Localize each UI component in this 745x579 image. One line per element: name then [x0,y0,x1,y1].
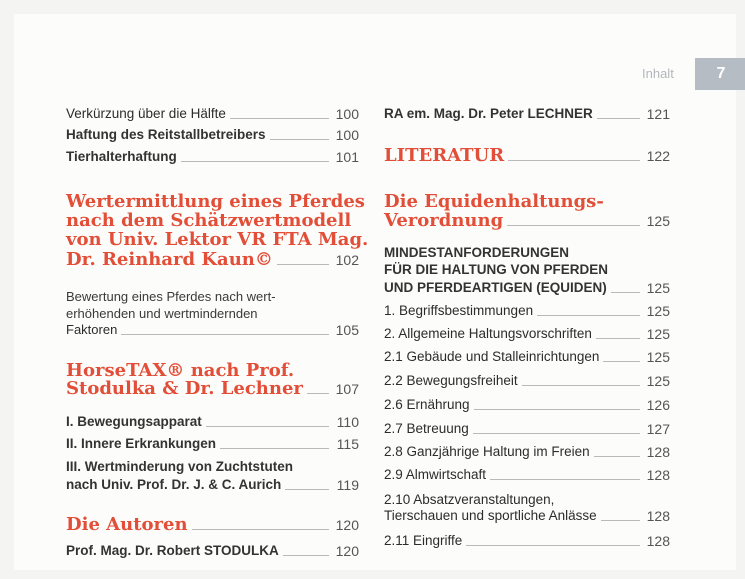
toc-entry[interactable] [384,467,670,483]
toc-entry[interactable] [66,543,359,559]
toc-entry-page: 128 [646,444,670,460]
leader-line [508,160,640,161]
chapter-heading-line: nach dem Schätzwertmodell [66,210,352,231]
toc-entry[interactable] [384,533,670,549]
toc-entry-title: RA em. Mag. Dr. Peter LECHNER [384,106,593,121]
leader-line [192,529,329,530]
toc-entry-page: 121 [646,106,670,122]
toc-chapter-last-line[interactable] [66,249,359,270]
toc-entry-title: 2.7 Betreuung [384,421,469,436]
toc-entry-page: 125 [646,326,670,342]
toc-entry-page: 120 [335,517,359,533]
toc-entry-line: Bewertung eines Pferdes nach wert- [66,289,276,304]
chapter-heading-line: Wertermittlung eines Pferdes [66,191,365,212]
toc-entry-page: 102 [335,252,359,268]
toc-entry-last-line[interactable] [66,322,359,338]
leader-line [507,225,640,226]
toc-entry-title: UND PFERDEARTIGEN (EQUIDEN) [384,280,607,295]
toc-entry-title: nach Univ. Prof. Dr. J. & C. Aurich [66,477,282,492]
toc-entry[interactable] [384,421,670,437]
chapter-heading: LITERATUR [384,145,505,166]
leader-line [283,555,329,556]
chapter-heading-line: HorseTAX® nach Prof. [66,360,295,381]
toc-entry-page: 125 [646,373,670,389]
toc-entry-multiline[interactable] [66,288,359,322]
leader-line [594,456,640,457]
toc-entry-page: 128 [646,467,670,483]
toc-entry-title: 2.1 Gebäude und Stalleinrichtungen [384,349,600,364]
toc-entry-page: 120 [335,543,359,559]
leader-line [181,161,329,162]
toc-entry-title: 1. Begriffsbestimmungen [384,303,534,318]
toc-entry-page: 127 [646,421,670,437]
leader-line [466,545,640,546]
toc-entry-title: 2.8 Ganzjährige Haltung im Freien [384,444,590,459]
toc-entry-title: 2.6 Ernährung [384,397,470,412]
toc-entry-page: 125 [646,349,670,365]
leader-line [230,118,329,119]
toc-entry[interactable] [66,436,359,452]
toc-chapter[interactable] [384,145,670,166]
toc-entry-title: I. Bewegungsapparat [66,414,202,429]
leader-line [537,315,640,316]
toc-entry-line: III. Wertminderung von Zuchtstuten [66,459,294,474]
toc-entry-page: 125 [646,303,670,319]
toc-entry-line: MINDESTANFORDERUNGEN [384,245,569,260]
toc-entry-title: Faktoren [66,322,118,337]
toc-chapter[interactable] [66,191,369,250]
leader-line [270,139,329,140]
page-number: 7 [716,65,726,82]
chapter-heading: Die Autoren [66,514,188,535]
toc-entry-line: FÜR DIE HALTUNG VON PFERDEN [384,262,609,277]
toc-entry-multiline[interactable] [66,458,359,475]
toc-entry-line: erhöhenden und wertmindernden [66,306,258,321]
leader-line [121,334,329,335]
toc-entry-page: 100 [335,127,359,143]
toc-entry-page: 125 [646,280,670,296]
toc-entry[interactable] [384,303,670,319]
leader-line [277,264,329,265]
toc-entry-page: 115 [336,436,359,452]
leader-line [522,385,640,386]
leader-line [285,489,329,490]
toc-entry[interactable] [384,106,670,122]
toc-entry-page: 101 [335,149,359,165]
leader-line [597,118,640,119]
toc-entry-page: 128 [646,533,670,549]
toc-entry[interactable] [66,106,359,122]
leader-line [603,361,640,362]
toc-entry-page: 122 [646,148,670,164]
toc-entry-title: Tierschauen und sportliche Anlässe [384,508,597,523]
leader-line [473,433,640,434]
toc-chapter-last-line[interactable] [66,378,359,399]
leader-line [601,520,640,521]
leader-line [474,409,640,410]
toc-entry-page: 100 [335,106,359,122]
page-number-badge [695,58,745,90]
toc-entry-page: 107 [335,381,359,397]
toc-entry-title: 2.9 Almwirtschaft [384,467,487,482]
toc-entry-title: 2. Allgemeine Haltungsvorschriften [384,326,592,341]
toc-entry-title: Verkürzung über die Hälfte [66,106,226,121]
toc-entry-page: 125 [646,213,670,229]
toc-entry-title: 2.11 Eingriffe [384,533,463,548]
toc-chapter[interactable] [66,514,359,535]
toc-entry-last-line[interactable] [66,477,359,493]
toc-entry[interactable] [66,127,359,143]
toc-entry[interactable] [384,397,670,413]
toc-entry-page: 110 [336,414,359,430]
toc-chapter-last-line[interactable] [384,210,670,231]
toc-entry-page: 128 [646,508,670,524]
chapter-heading-line: Stodulka & Dr. Lechner [66,378,303,399]
toc-chapter[interactable] [384,192,670,211]
toc-entry-title: Haftung des Reitstallbetreibers [66,127,266,142]
chapter-heading-line: Verordnung [384,210,504,231]
toc-entry-last-line[interactable] [384,280,670,296]
toc-entry[interactable] [384,326,670,342]
leader-line [307,393,329,394]
running-header-section: Inhalt [642,66,674,81]
toc-entry[interactable] [384,444,670,460]
leader-line [220,448,329,449]
toc-entry-title: Tierhalterhaftung [66,149,177,164]
toc-entry-last-line[interactable] [384,508,670,524]
toc-entry-page: 126 [646,397,670,413]
toc-entry-multiline[interactable] [384,491,670,508]
toc-entry-line: 2.10 Absatzveranstaltungen, [384,492,555,507]
toc-entry[interactable] [66,414,359,430]
toc-entry[interactable] [384,373,670,389]
toc-entry-title: II. Innere Erkrankungen [66,436,217,451]
toc-entry-title: Prof. Mag. Dr. Robert STODULKA [66,543,279,558]
toc-entry[interactable] [384,349,670,365]
chapter-heading-line: von Univ. Lektor VR FTA Mag. [66,229,369,250]
toc-entry-title: 2.2 Bewegungsfreiheit [384,373,518,388]
leader-line [596,338,640,339]
chapter-heading-line: Dr. Reinhard Kaun© [66,249,273,270]
leader-line [490,479,640,480]
leader-line [206,426,329,427]
toc-entry-page: 119 [336,477,359,493]
leader-line [611,292,640,293]
toc-entry-page: 105 [335,322,359,338]
toc-entry-multiline[interactable] [384,244,670,278]
chapter-heading-line: Die Equidenhaltungs- [384,191,604,212]
toc-entry[interactable] [66,149,359,165]
